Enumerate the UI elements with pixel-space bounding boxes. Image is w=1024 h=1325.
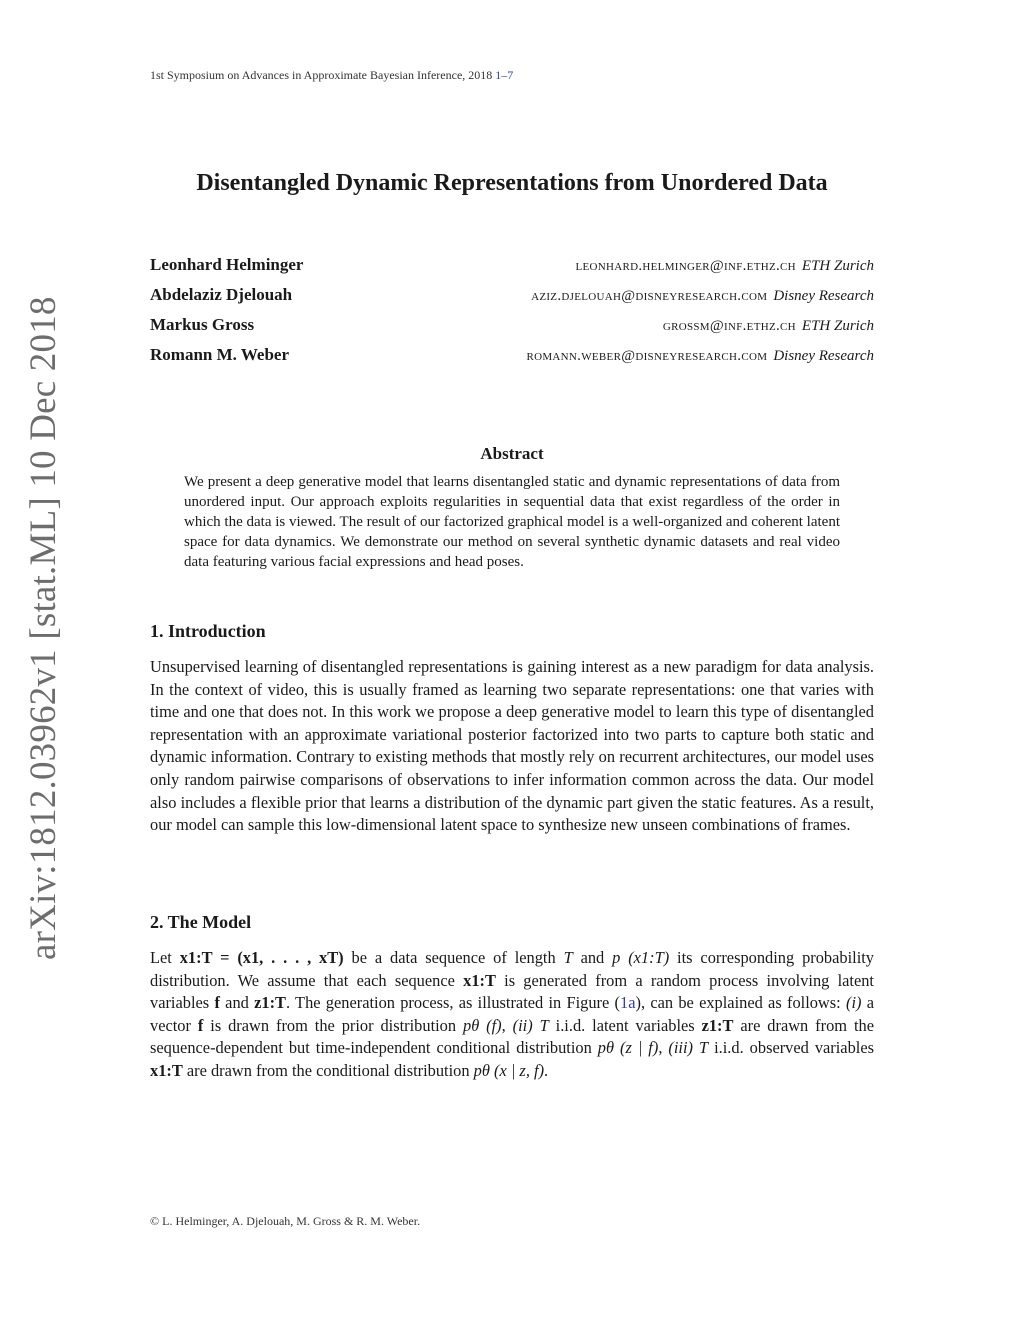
copyright-footer: © L. Helminger, A. Djelouah, M. Gross & R. M. Weber. [150,1214,421,1228]
running-head [150,68,513,83]
text-span: is drawn from the prior distribution [203,1015,463,1035]
math-prior-distribution: pθ (f) [463,1015,502,1035]
author-row [150,345,874,375]
math-dynamic-latent: z1:T [701,1015,734,1035]
text-span: , [658,1038,669,1058]
text-span: ), can be explained as follows: [635,993,846,1013]
author-block [150,255,874,375]
text-span: is generated from a random process involving latent variables [150,970,874,1013]
author-affiliation: ETH Zurich [801,258,874,274]
figure-reference-link[interactable]: 1a [620,993,636,1013]
text-span: and [572,948,613,967]
math-conditional-x: pθ (x | z, f) [473,1060,545,1080]
step-marker: (iii) [668,1038,693,1058]
author-row [150,285,874,315]
text-span: . The generation process, as illustrated in Figure ( [285,993,621,1013]
model-paragraph [150,947,874,1083]
step-marker: (ii) [512,1015,533,1035]
paper-title: Disentangled Dynamic Representations from Unordered Data [196,170,828,196]
math-dynamic-latent: z1:T [254,993,286,1013]
section-heading-model: 2. The Model [150,912,252,932]
section-heading-introduction: 1. Introduction [150,621,266,641]
author-name: Abdelaziz Djelouah [150,285,293,304]
text-span: be a data sequence of length [343,948,564,967]
author-row [150,315,874,345]
page-range-link[interactable]: 1–7 [495,68,514,82]
math-length-symbol: T [539,1015,549,1035]
math-conditional-z: pθ (z | f) [597,1038,659,1058]
text-span: , [501,1015,513,1035]
author-name: Romann M. Weber [150,345,289,364]
author-name: Markus Gross [150,315,255,334]
math-sequence-definition: x1:T = (x1, . . . , xT) [179,948,344,967]
author-row [150,255,874,285]
author-affiliation: ETH Zurich [801,318,874,334]
arxiv-identifier: arXiv:1812.03962v1 [stat.ML] 10 Dec 2018 [23,296,64,960]
text-span: its corresponding probability distribution. We assume that each sequence [150,948,874,990]
author-email: grossm@inf.ethz.ch [662,318,796,334]
abstract-text: We present a deep generative model that learns disentangled static and dynamic representations of data from unordered input. Our approach exploits regularities in sequential data that exist regardless of the order in which the data is viewed. The result of our factorized graphical model is a well-organized and coherent latent space for data dynamics. We demonstrate our method on several synthetic dynamic datasets and real video data featuring various facial expressions and head poses. [184,474,840,570]
venue-line: 1st Symposium on Advances in Approximate Bayesian Inference, 2018 [150,68,493,82]
author-name: Leonhard Helminger [150,255,304,274]
text-span: a vector [150,993,875,1035]
text-span: . [544,1060,549,1080]
text-span: are drawn from the sequence-dependent but time-independent conditional distribution [150,1015,874,1058]
math-static-latent: f [197,1015,204,1035]
author-email: leonhard.helminger@inf.ethz.ch [575,258,796,274]
math-static-latent: f [214,993,220,1013]
introduction-paragraph: Unsupervised learning of disentangled representations is gaining interest as a new paradigm for data analysis. In the context of video, this is usually framed as learning two separate representations: one that varies with time and one that does not. In this work we propose a deep generative model to learn this type of disentangled representation with an approximate variational posterior factorized into two parts to capture both static and dynamic information. Contrary to existing methods that mostly rely on recurrent architectures, our model uses only random pairwise comparisons of observations to infer information common across the data. Our model also includes a flexible prior that learns a distribution of the dynamic part given the static features. As a result, our model can sample this low-dimensional latent space to synthesize new unseen combinations of frames. [150,657,874,835]
text-span: Let [150,948,180,967]
text-span: are drawn from the conditional distribution [182,1060,474,1080]
math-sequence-distribution: p (x1:T) [612,948,670,967]
author-email: aziz.djelouah@disneyresearch.com [531,288,768,304]
math-sequence-symbol: x1:T [150,1060,183,1080]
text-span: i.i.d. observed variables [708,1038,874,1058]
math-length-symbol: T [698,1038,709,1058]
text-span: and [219,993,255,1013]
abstract-heading: Abstract [480,444,544,463]
author-email: romann.weber@disneyresearch.com [526,348,768,364]
author-affiliation: Disney Research [773,288,874,304]
math-length-symbol: T [563,948,573,967]
text-span: i.i.d. latent variables [548,1015,702,1035]
step-marker: (i) [845,993,862,1013]
math-sequence-symbol: x1:T [463,970,496,990]
author-affiliation: Disney Research [773,348,874,364]
